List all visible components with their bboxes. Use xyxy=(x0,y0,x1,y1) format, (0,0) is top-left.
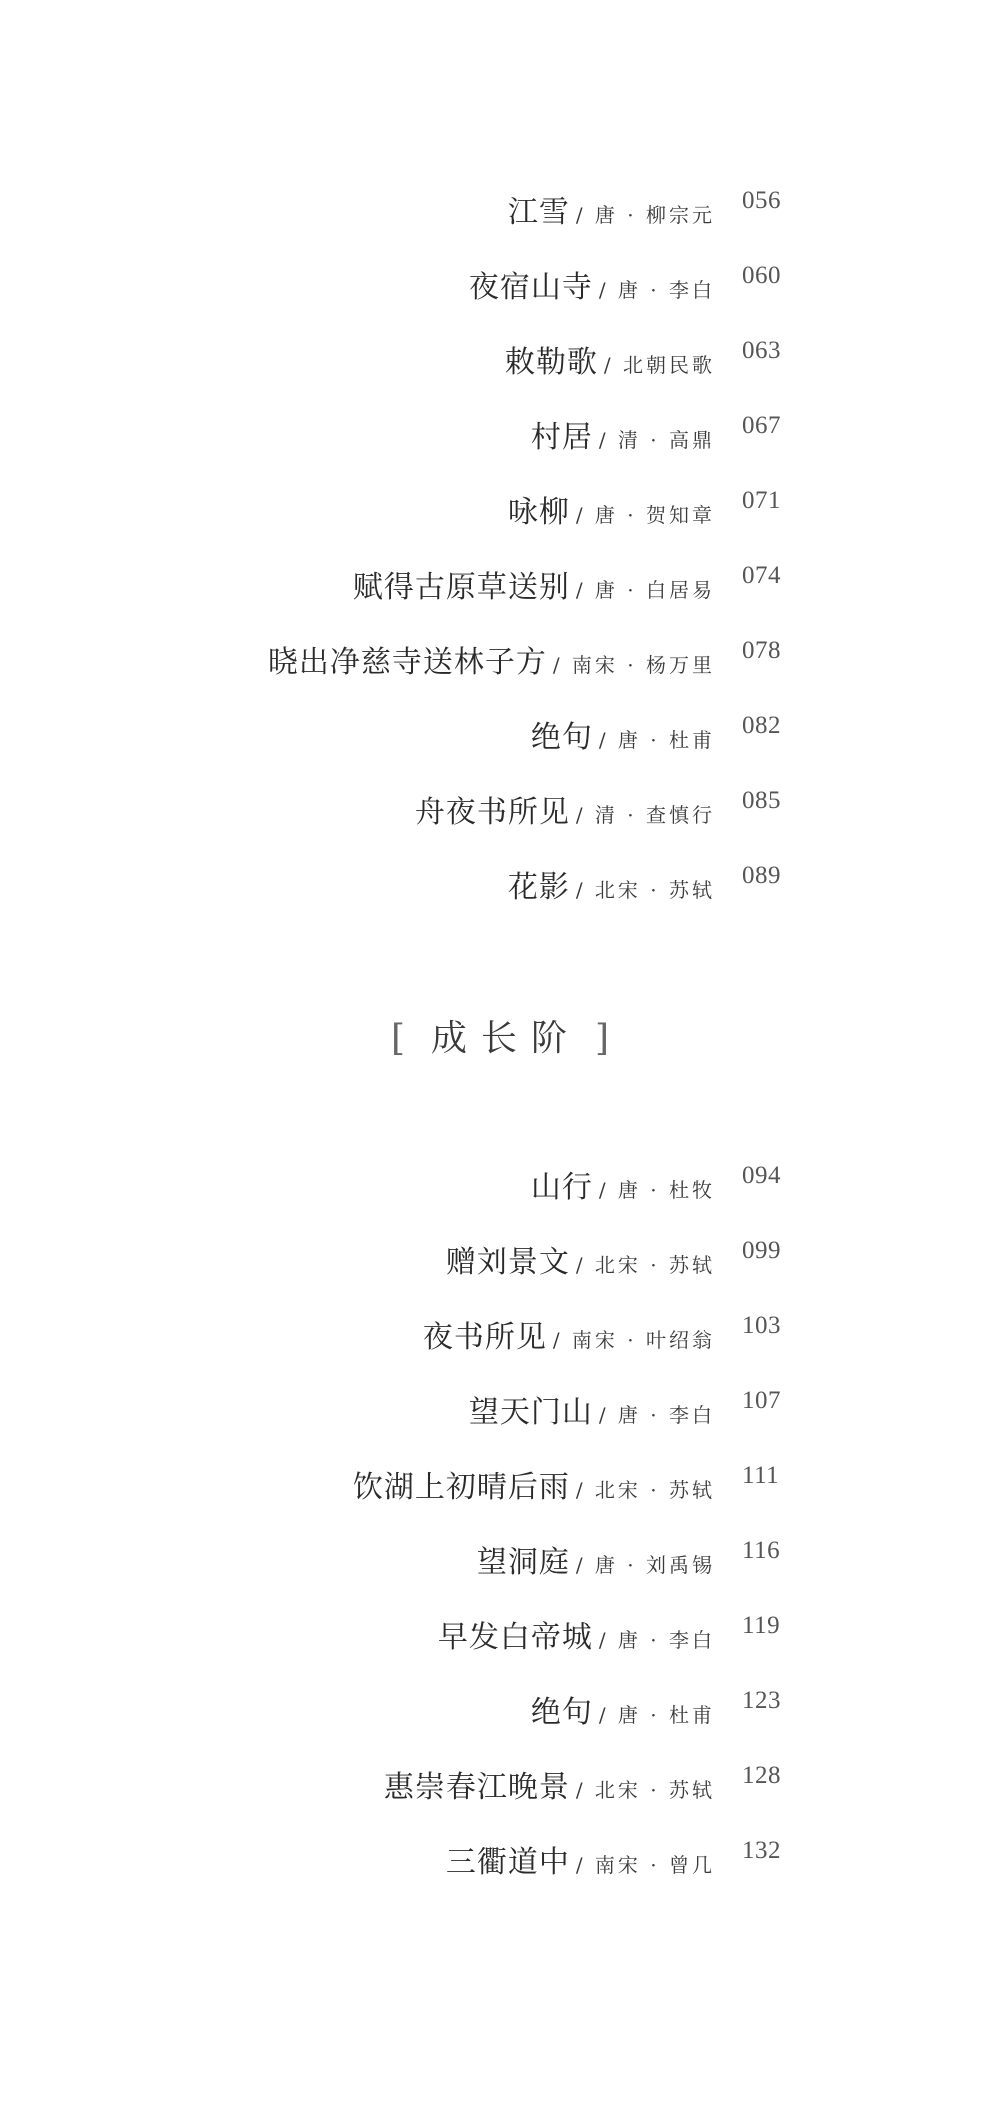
poem-title: 花影 xyxy=(507,870,570,905)
toc-entry[interactable] xyxy=(0,637,1000,697)
poem-title: 饮湖上初晴后雨 xyxy=(352,1470,570,1505)
page-number: 089 xyxy=(742,862,781,889)
poem-title: 江雪 xyxy=(507,195,570,230)
poem-author: / 唐 · 柳宗元 xyxy=(575,203,715,227)
toc-entry[interactable] xyxy=(0,1537,1000,1597)
toc-entry[interactable] xyxy=(0,1687,1000,1747)
entry-text xyxy=(531,712,715,772)
poem-author: / 南宋 · 叶绍翁 xyxy=(552,1328,715,1352)
toc-entry[interactable] xyxy=(0,862,1000,922)
entry-text xyxy=(531,412,715,472)
toc-entry[interactable] xyxy=(0,262,1000,322)
entry-text xyxy=(469,1387,715,1447)
page-number: 063 xyxy=(742,337,781,364)
bracket-close: ] xyxy=(595,1018,610,1059)
section-title: 成长阶 xyxy=(430,1018,581,1059)
poem-author: / 唐 · 白居易 xyxy=(575,578,715,602)
page-number: 060 xyxy=(742,262,781,289)
entry-text xyxy=(508,487,715,547)
poem-author: / 唐 · 杜牧 xyxy=(598,1178,715,1202)
page-number: 078 xyxy=(742,637,781,664)
poem-author: / 清 · 高鼎 xyxy=(598,428,715,452)
poem-author: / 唐 · 杜甫 xyxy=(598,728,715,752)
poem-title: 早发白帝城 xyxy=(437,1620,593,1655)
toc-entry[interactable] xyxy=(0,1237,1000,1297)
poem-title: 三衢道中 xyxy=(445,1845,570,1880)
page-number: 056 xyxy=(742,187,781,214)
entry-text xyxy=(353,1462,715,1522)
toc-entry[interactable] xyxy=(0,337,1000,397)
poem-title: 望洞庭 xyxy=(476,1545,570,1580)
poem-author: / 唐 · 李白 xyxy=(598,278,715,302)
page-number: 107 xyxy=(742,1387,781,1414)
entry-text xyxy=(353,562,715,622)
entry-text xyxy=(446,1837,715,1897)
poem-title: 绝句 xyxy=(530,720,593,755)
poem-title: 惠崇春江晚景 xyxy=(383,1770,570,1805)
entry-text xyxy=(415,787,715,847)
page-number: 132 xyxy=(742,1837,781,1864)
poem-title: 绝句 xyxy=(530,1695,593,1730)
poem-title: 赋得古原草送别 xyxy=(352,570,570,605)
page-number: 119 xyxy=(742,1612,781,1639)
toc-entry[interactable] xyxy=(0,1612,1000,1672)
page-number: 128 xyxy=(742,1762,781,1789)
poem-title: 夜书所见 xyxy=(422,1320,547,1355)
page-number: 082 xyxy=(742,712,781,739)
section-heading xyxy=(0,1010,1000,1061)
toc-entry[interactable] xyxy=(0,1162,1000,1222)
poem-author: / 北宋 · 苏轼 xyxy=(575,878,715,902)
poem-title: 赠刘景文 xyxy=(445,1245,570,1280)
page-number: 111 xyxy=(742,1462,780,1489)
poem-author: / 北宋 · 苏轼 xyxy=(575,1478,715,1502)
page-number: 085 xyxy=(742,787,781,814)
toc-entry[interactable] xyxy=(0,1837,1000,1897)
poem-author: / 北宋 · 苏轼 xyxy=(575,1253,715,1277)
entry-text xyxy=(438,1612,715,1672)
page-number: 094 xyxy=(742,1162,781,1189)
poem-author: / 南宋 · 杨万里 xyxy=(552,653,715,677)
entry-text xyxy=(268,637,715,697)
entry-text xyxy=(508,187,715,247)
poem-title: 村居 xyxy=(530,420,593,455)
poem-author: / 清 · 查慎行 xyxy=(575,803,715,827)
poem-title: 望天门山 xyxy=(468,1395,593,1430)
page-number: 123 xyxy=(742,1687,781,1714)
poem-author: / 唐 · 刘禹锡 xyxy=(575,1553,715,1577)
entry-text xyxy=(531,1687,715,1747)
poem-title: 咏柳 xyxy=(507,495,570,530)
poem-author: / 唐 · 李白 xyxy=(598,1628,715,1652)
entry-text xyxy=(469,262,715,322)
page-number: 074 xyxy=(742,562,781,589)
poem-title: 晓出净慈寺送林子方 xyxy=(267,645,547,680)
toc-entry[interactable] xyxy=(0,712,1000,772)
page-number: 099 xyxy=(742,1237,781,1264)
poem-title: 夜宿山寺 xyxy=(468,270,593,305)
entry-text xyxy=(508,862,715,922)
entry-text xyxy=(531,1162,715,1222)
toc-entry[interactable] xyxy=(0,1312,1000,1372)
poem-title: 舟夜书所见 xyxy=(414,795,570,830)
bracket-open: [ xyxy=(390,1018,405,1059)
poem-title: 山行 xyxy=(530,1170,593,1205)
entry-text xyxy=(446,1237,715,1297)
poem-author: / 唐 · 杜甫 xyxy=(598,1703,715,1727)
page-number: 103 xyxy=(742,1312,781,1339)
page-number: 071 xyxy=(742,487,781,514)
poem-author: / 北朝民歌 xyxy=(603,353,715,377)
poem-author: / 北宋 · 苏轼 xyxy=(575,1778,715,1802)
toc-entry[interactable] xyxy=(0,787,1000,847)
entry-text xyxy=(477,1537,715,1597)
toc-entry[interactable] xyxy=(0,1462,1000,1522)
page-number: 067 xyxy=(742,412,781,439)
toc-entry[interactable] xyxy=(0,412,1000,472)
toc-entry[interactable] xyxy=(0,1387,1000,1447)
poem-author: / 南宋 · 曾几 xyxy=(575,1853,715,1877)
page-number: 116 xyxy=(742,1537,781,1564)
entry-text xyxy=(505,337,715,397)
toc-entry[interactable] xyxy=(0,1762,1000,1822)
poem-author: / 唐 · 李白 xyxy=(598,1403,715,1427)
entry-text xyxy=(423,1312,715,1372)
toc-entry[interactable] xyxy=(0,187,1000,247)
entry-text xyxy=(384,1762,715,1822)
poem-title: 敕勒歌 xyxy=(504,345,598,380)
toc-entry[interactable] xyxy=(0,487,1000,547)
poem-author: / 唐 · 贺知章 xyxy=(575,503,715,527)
toc-entry[interactable] xyxy=(0,562,1000,622)
